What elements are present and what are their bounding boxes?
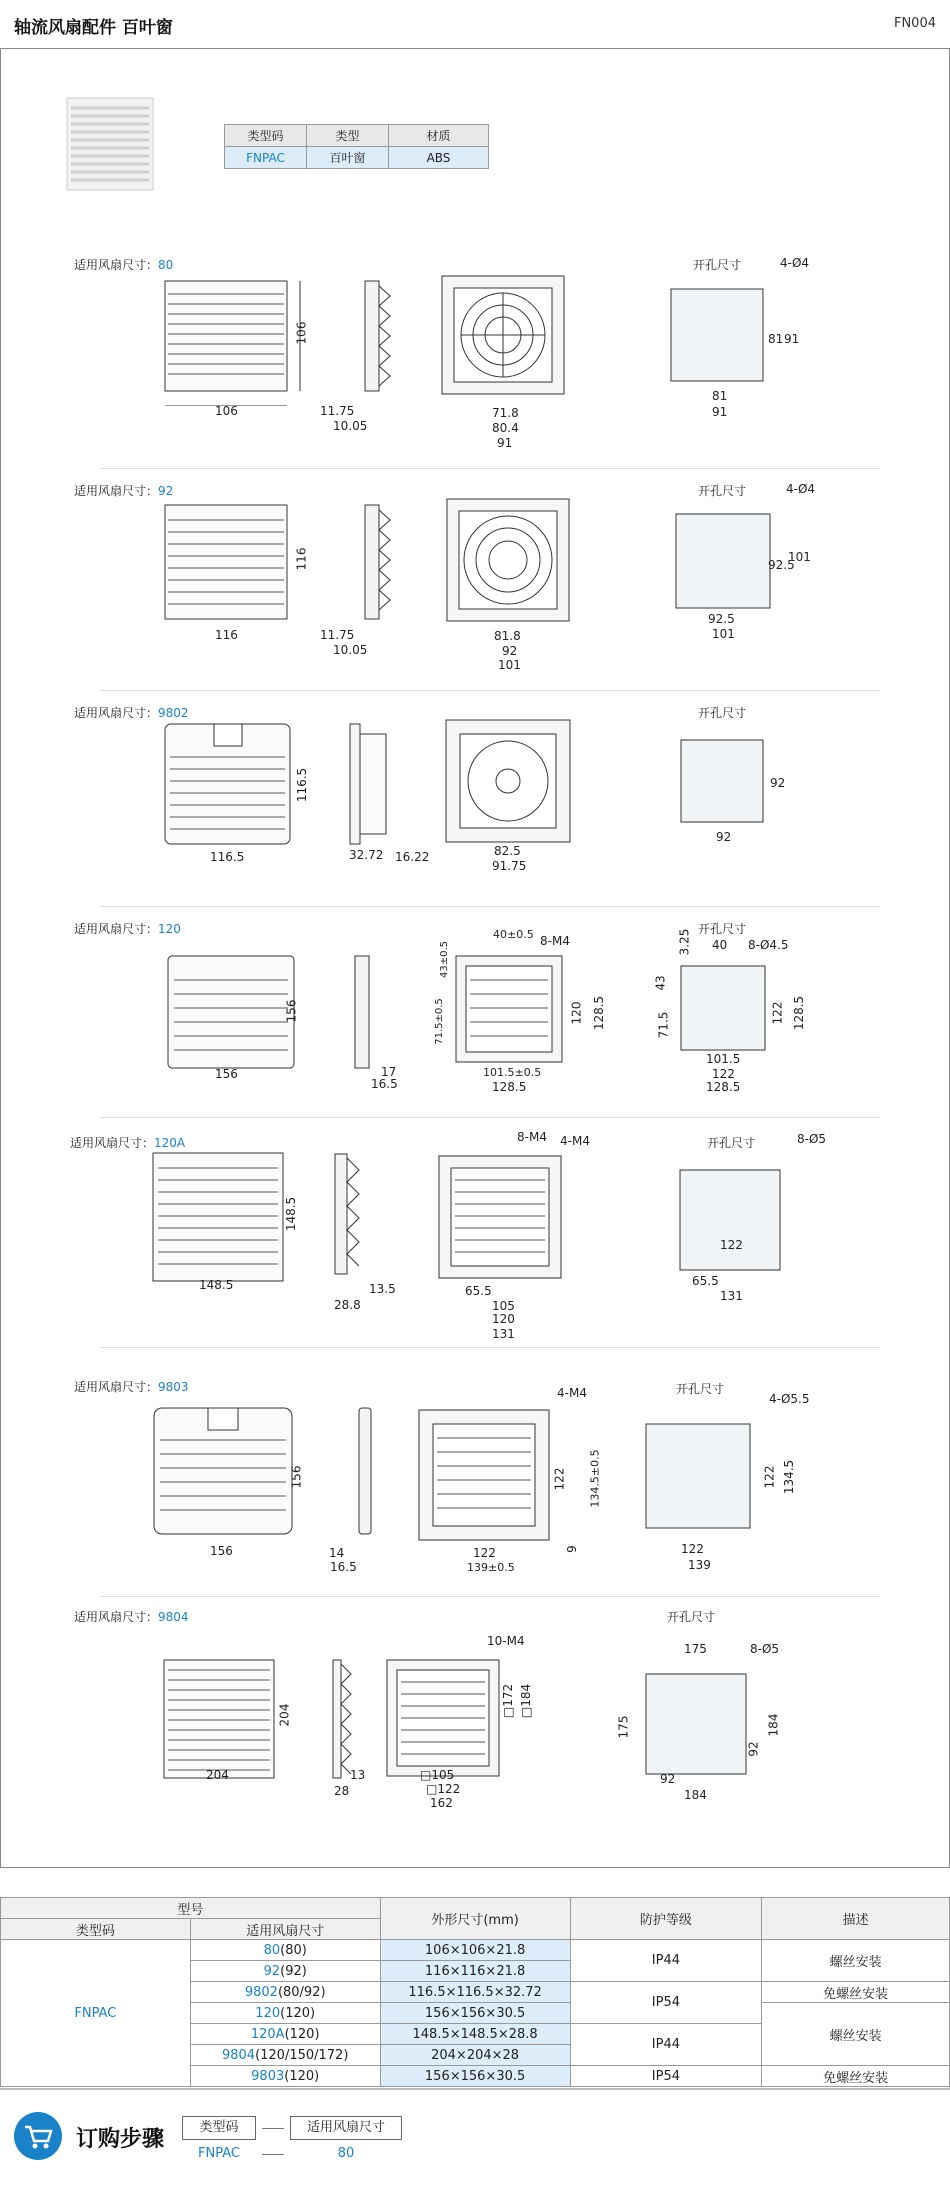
cut-a: 101.5 xyxy=(706,1052,741,1066)
cut-43: 43 xyxy=(653,975,668,991)
order-connector xyxy=(262,2154,284,2155)
cutout-view xyxy=(640,1418,760,1538)
dim-frame-d: 131 xyxy=(492,1327,515,1341)
cut-w: 92.5 xyxy=(708,612,735,626)
fan-value: 120A xyxy=(250,2026,285,2042)
dim-frame-139: 139±0.5 xyxy=(467,1561,515,1574)
dim-side-b: 16.22 xyxy=(395,850,430,864)
cell-desc: 螺丝安装 xyxy=(762,1940,950,1982)
dim-side-a: 32.72 xyxy=(349,848,384,862)
hole-label: 开孔尺寸 xyxy=(698,706,747,720)
cut-c: 128.5 xyxy=(706,1080,741,1094)
fan-size: 92 xyxy=(158,484,174,498)
cut-92: 92 xyxy=(660,1772,676,1786)
cut-top: 3.25 xyxy=(677,928,692,956)
fan-paren: (120) xyxy=(284,2026,320,2042)
dim-front-w: 116.5 xyxy=(210,850,245,864)
cut-w2: 91 xyxy=(712,405,728,419)
dim-frame-top: 40±0.5 xyxy=(493,928,534,941)
cell-size: 156×156×30.5 xyxy=(380,2003,570,2024)
side-view xyxy=(325,1656,365,1786)
cell-fan xyxy=(190,1961,380,1982)
dim-side-b: 28 xyxy=(334,1784,350,1798)
cut-h2: 101 xyxy=(788,550,811,564)
separator xyxy=(100,1117,880,1118)
cut-b: 122 xyxy=(712,1067,735,1081)
fan-value: 92 xyxy=(263,1963,281,1979)
section-120 xyxy=(0,920,950,1115)
frame-view xyxy=(415,1406,555,1546)
page-title: 轴流风扇配件 百叶窗 xyxy=(14,18,173,38)
dim-side-a: 11.75 xyxy=(320,404,355,418)
order-connector xyxy=(262,2128,284,2129)
section-9804 xyxy=(0,1608,950,1833)
frame-view xyxy=(450,950,570,1080)
dim-frame-c: 101 xyxy=(498,658,521,672)
order-value-typecode: FNPAC xyxy=(198,2146,240,2161)
fan-value: 80 xyxy=(263,1942,281,1958)
side-view xyxy=(350,500,420,630)
th-ip: 防护等级 xyxy=(570,1898,762,1940)
dim-frame-184: □184 xyxy=(519,1683,534,1719)
hole-label: 开孔尺寸 xyxy=(698,484,747,498)
model-table xyxy=(0,1897,950,2087)
dim-frame-c: 120 xyxy=(492,1312,515,1326)
cell-size: 148.5×148.5×28.8 xyxy=(380,2024,570,2045)
dim-front-w: 204 xyxy=(206,1768,229,1782)
separator xyxy=(100,1596,880,1597)
dim-frame-b: 105 xyxy=(492,1299,515,1313)
dim-side-a: 17 xyxy=(381,1065,397,1079)
cell-fan xyxy=(190,2024,380,2045)
cut-w: 92 xyxy=(716,830,732,844)
dim-frame-m: 4-M4 xyxy=(557,1386,587,1400)
dim-frame-c: 91 xyxy=(497,436,513,450)
dim-frame-b: 128.5 xyxy=(492,1080,527,1094)
section-120a xyxy=(0,1130,950,1344)
dim-frame-172: □172 xyxy=(501,1683,516,1719)
cell-desc: 免螺丝安装 xyxy=(762,2066,950,2087)
cut-175: 175 xyxy=(684,1642,707,1656)
spec-header-type: 类型 xyxy=(307,125,389,147)
th-typecode: 类型码 xyxy=(1,1919,191,1940)
label-prefix: 适用风扇尺寸： xyxy=(74,484,159,498)
fan-size: 9802 xyxy=(158,706,189,720)
cut-holes: 4-Ø4 xyxy=(786,482,816,496)
cell-ip: IP44 xyxy=(570,2024,762,2066)
side-view xyxy=(350,276,420,406)
cut-w2: 101 xyxy=(712,627,735,641)
table-row xyxy=(1,1940,950,1961)
th-desc: 描述 xyxy=(762,1898,950,1940)
section-label xyxy=(70,1134,185,1151)
section-80 xyxy=(0,256,950,466)
section-label xyxy=(74,920,181,937)
cell-size: 116.5×116.5×32.72 xyxy=(380,1982,570,2003)
cutout-view xyxy=(675,734,775,834)
cut-h2: 91 xyxy=(784,332,800,346)
hole-label: 开孔尺寸 xyxy=(667,1610,716,1624)
dim-side-b: 16.5 xyxy=(330,1560,357,1574)
dim-frame-l: 43±0.5 xyxy=(439,940,451,979)
dim-side-a: 13 xyxy=(350,1768,366,1782)
order-steps xyxy=(0,2088,950,2190)
dim-frame-1345: 134.5±0.5 xyxy=(588,1449,602,1508)
cell-fan xyxy=(190,1982,380,2003)
dim-frame-b: 80.4 xyxy=(492,421,519,435)
fan-paren: (80) xyxy=(280,1942,307,1958)
fan-size: 120 xyxy=(158,922,181,936)
frame-view xyxy=(383,1656,503,1786)
dim-frame-a: 81.8 xyxy=(494,629,521,643)
cut-holes: 8-Ø4.5 xyxy=(748,938,789,952)
side-view xyxy=(345,1404,385,1544)
front-view xyxy=(160,950,330,1080)
fan-value: 9804 xyxy=(221,2047,256,2063)
fan-value: 9802 xyxy=(244,1984,278,2000)
cutout-view xyxy=(670,510,780,620)
cart-icon xyxy=(14,2112,62,2160)
order-box-fansize: 适用风扇尺寸 xyxy=(290,2116,402,2140)
separator xyxy=(100,468,880,469)
spec-header-typecode: 类型码 xyxy=(225,125,307,147)
fan-size: 9804 xyxy=(158,1610,189,1624)
hole-label: 开孔尺寸 xyxy=(698,922,747,936)
order-box-typecode: 类型码 xyxy=(182,2116,256,2140)
dim-front-h: 116.5 xyxy=(295,767,310,803)
dim-frame-m: 8-M4 xyxy=(540,934,570,948)
cut-122v: 122 xyxy=(762,1465,777,1489)
fan-value: 120 xyxy=(255,2005,281,2021)
cell-size: 106×106×21.8 xyxy=(380,1940,570,1961)
spec-table xyxy=(224,124,489,169)
catalog-code: FN004 xyxy=(893,16,936,31)
dim-frame-9: 9 xyxy=(564,1545,579,1553)
fan-paren: (92) xyxy=(280,1963,307,1979)
cell-ip: IP54 xyxy=(570,1982,762,2024)
section-9802 xyxy=(0,704,950,904)
order-title: 订购步骤 xyxy=(76,2127,165,2152)
fan-paren: (120) xyxy=(280,2005,316,2021)
cut-w: 81 xyxy=(712,389,728,403)
cut-184: 184 xyxy=(684,1788,707,1802)
section-label xyxy=(74,482,173,499)
fan-size: 120A xyxy=(154,1136,186,1150)
th-model: 型号 xyxy=(1,1898,381,1919)
frame-view xyxy=(445,497,575,627)
spec-value-material: ABS xyxy=(389,147,489,169)
cell-ip: IP54 xyxy=(570,2066,762,2087)
cut-1345: 134.5 xyxy=(782,1459,797,1495)
fan-size: 80 xyxy=(158,258,174,272)
label-prefix: 适用风扇尺寸： xyxy=(74,1380,159,1394)
dim-frame-122v: 122 xyxy=(552,1467,567,1491)
dim-side-a: 11.75 xyxy=(320,628,355,642)
dim-front-h: 106 xyxy=(294,321,309,345)
cut-h: 92 xyxy=(770,776,786,790)
label-prefix: 适用风扇尺寸： xyxy=(74,1610,159,1624)
front-view xyxy=(150,1404,310,1544)
front-view xyxy=(160,1656,280,1786)
hole-label: 开孔尺寸 xyxy=(693,258,742,272)
cell-fan xyxy=(190,2045,380,2066)
cut-holes: 4-Ø4 xyxy=(780,256,810,270)
dim-front-w: 156 xyxy=(210,1544,233,1558)
dim-frame-162: 162 xyxy=(430,1796,453,1810)
cut-184v: 184 xyxy=(766,1713,781,1737)
label-prefix: 适用风扇尺寸： xyxy=(70,1136,155,1150)
cut-175v: 175 xyxy=(616,1715,631,1739)
dim-frame-a: 101.5±0.5 xyxy=(483,1066,542,1079)
cut-715: 71.5 xyxy=(656,1011,671,1039)
dim-side-a: 14 xyxy=(329,1546,345,1560)
header xyxy=(0,0,950,48)
label-prefix: 适用风扇尺寸： xyxy=(74,706,159,720)
dim-frame-l2: 71.5±0.5 xyxy=(433,998,445,1045)
dim-side-b: 10.05 xyxy=(333,643,368,657)
dim-front-w: 148.5 xyxy=(199,1278,234,1292)
dim-front-w: 156 xyxy=(215,1067,238,1081)
dim-front-w: 116 xyxy=(215,628,238,642)
th-fan: 适用风扇尺寸 xyxy=(190,1919,380,1940)
cut-holes: 8-Ø5 xyxy=(797,1132,827,1146)
fan-size: 9803 xyxy=(158,1380,189,1394)
dim-frame-122: □122 xyxy=(426,1782,461,1796)
dim-frame-122: 122 xyxy=(473,1546,496,1560)
th-size: 外形尺寸(mm) xyxy=(380,1898,570,1940)
cut-h: 92.5 xyxy=(768,558,795,572)
cut-h: 81 xyxy=(768,332,784,346)
label-prefix: 适用风扇尺寸： xyxy=(74,258,159,272)
dim-front-h: 148.5 xyxy=(284,1196,299,1232)
side-view xyxy=(325,1148,385,1288)
dim-side-b: 16.5 xyxy=(371,1077,398,1091)
dim-front-h: 204 xyxy=(277,1703,292,1727)
cut-139: 139 xyxy=(688,1558,711,1572)
cut-holes: 8-Ø5 xyxy=(750,1642,780,1656)
cell-ip: IP44 xyxy=(570,1940,762,1982)
cell-fan xyxy=(190,2003,380,2024)
dim-side-b: 10.05 xyxy=(333,419,368,433)
dim-frame-m: 10-M4 xyxy=(487,1634,525,1648)
cut-40: 40 xyxy=(712,938,728,952)
cell-fan xyxy=(190,1940,380,1961)
spec-value-typecode: FNPAC xyxy=(225,147,307,169)
louver-photo xyxy=(65,96,155,192)
dim-frame-105: □105 xyxy=(420,1768,455,1782)
hole-label: 开孔尺寸 xyxy=(676,1382,725,1396)
cut-131: 131 xyxy=(720,1289,743,1303)
cutout-view xyxy=(636,1666,756,1786)
section-label xyxy=(74,1608,189,1625)
fan-paren: (80/92) xyxy=(277,1984,326,2000)
dim-side-a: 13.5 xyxy=(369,1282,396,1296)
cut-122: 122 xyxy=(720,1238,743,1252)
dim-frame-m4: 4-M4 xyxy=(560,1134,590,1148)
order-value-fansize: 80 xyxy=(337,2146,355,2161)
dim-front-h: 116 xyxy=(294,547,309,571)
spec-header-material: 材质 xyxy=(389,125,489,147)
cell-size: 116×116×21.8 xyxy=(380,1961,570,1982)
side-view xyxy=(345,950,385,1080)
dim-frame-b: 92 xyxy=(502,644,518,658)
cut-r1: 122 xyxy=(770,1001,785,1025)
section-9803 xyxy=(0,1378,950,1588)
cut-122: 122 xyxy=(681,1542,704,1556)
dim-front-h: 156 xyxy=(289,1465,304,1489)
dim-frame-r2: 128.5 xyxy=(592,995,607,1031)
section-92 xyxy=(0,482,950,687)
hole-label: 开孔尺寸 xyxy=(707,1136,756,1150)
dim-frame-b: 91.75 xyxy=(492,859,527,873)
side-view xyxy=(340,719,400,859)
dim-frame-r1: 120 xyxy=(569,1001,584,1025)
cell-size: 156×156×30.5 xyxy=(380,2066,570,2087)
fan-paren: (120) xyxy=(284,2068,320,2084)
cell-desc: 免螺丝安装 xyxy=(762,1982,950,2003)
cell-fan xyxy=(190,2066,380,2087)
fan-paren: (120/150/172) xyxy=(255,2047,349,2063)
dim-front-w: 106 xyxy=(215,404,238,418)
cell-size: 204×204×28 xyxy=(380,2045,570,2066)
dim-frame-m8: 8-M4 xyxy=(517,1130,547,1144)
frame-view xyxy=(440,714,575,844)
separator xyxy=(100,1347,880,1348)
cut-r2: 128.5 xyxy=(792,995,807,1031)
spec-value-type: 百叶窗 xyxy=(307,147,389,169)
frame-view xyxy=(435,1152,565,1282)
cutout-view xyxy=(670,1162,790,1282)
separator xyxy=(100,690,880,691)
dim-front-h: 156 xyxy=(284,999,299,1023)
dim-frame-a: 82.5 xyxy=(494,844,521,858)
cutout-view xyxy=(675,960,775,1060)
section-label xyxy=(74,1378,189,1395)
fan-value: 9803 xyxy=(251,2068,285,2084)
cell-desc: 螺丝安装 xyxy=(762,2003,950,2066)
separator xyxy=(100,906,880,907)
dim-frame-a: 71.8 xyxy=(492,406,519,420)
dim-side-b: 28.8 xyxy=(334,1298,361,1312)
cut-a: 65.5 xyxy=(692,1274,719,1288)
cutout-view xyxy=(665,281,775,391)
cut-92v: 92 xyxy=(746,1741,761,1757)
cut-holes: 4-Ø5.5 xyxy=(769,1392,810,1406)
cell-typecode: FNPAC xyxy=(1,1940,191,2087)
label-prefix: 适用风扇尺寸： xyxy=(74,922,159,936)
frame-view xyxy=(440,274,570,404)
section-label xyxy=(74,256,173,273)
dim-frame-a: 65.5 xyxy=(465,1284,492,1298)
